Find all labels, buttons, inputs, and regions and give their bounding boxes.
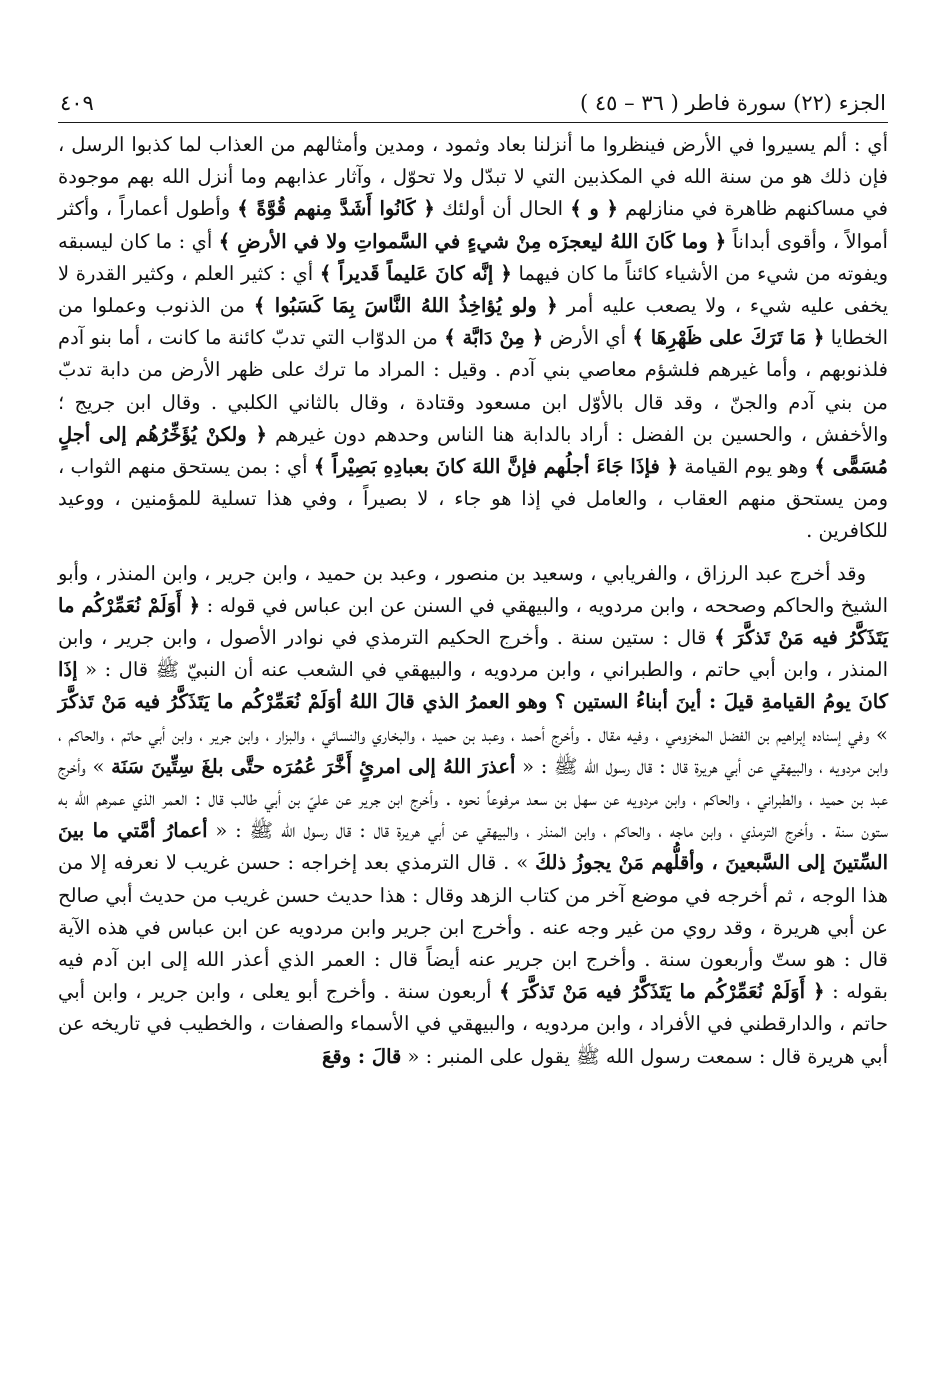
text-run: وأطول أعماراً ، وأكثر أموالاً ، وأقوى أبداناً [58,197,888,253]
text-run: » وفي إسناده إبراهيم بن الفضل المخزومي ، وفيه مقال . وأخرج أحمد ، وعبد بن حميد ، والبخاري والنسائي ، والبزار ، وابن جرير ، وابن أبي حاتم ، والحاكم ، وابن مردويه ، والبيهقي عن أبي هريرة قال : قال رسول الله ﷺ : « [58,722,888,778]
hadith-paragraph [58,558,888,1073]
text-run: » . قال الترمذي بعد إخراجه : حسن غريب لا نعرفه إلا من هذا الوجه ، ثم أخرجه في موضع آخر من كتاب الزهد وقال : هذا حديث حسن غريب من حديث أبي صالح عن أبي هريرة ، وقد روي من غير وجه عنه . وأخرج ابن جرير وابن مردويه عن ابن عباس في هذه الآية قال : هو ستّ وأربعون سنة . وأخرج ابن جرير عنه أيضاً قال : العمر الذي أعذر الله إلى ابن آدم فيه بقوله : [58,851,888,1004]
quoted-text: ﴿ أَوَلَمْ نُعَمِّرْكُم ما يَتَذَكَّرُ فيه مَنْ تَذكَّرَ ﴾ [499,980,825,1004]
text-run: » وأخرج عبد بن حميد ، والطبراني ، والحاكم ، وابن مردويه عن سهل بن سعد مرفوعاً نحوه . وأخرج ابن جرير عن عليّ بن أبي طالب قال : العمر الذي عمرهم الله به ستون سنة . وأخرج الترمذي ، وابن ماجه ، والحاكم ، وابن المنذر ، والبيهقي عن أبي هريرة قال : قال رسول الله ﷺ : « [58,754,888,843]
quoted-text: ﴿ إنَّه كانَ عَليماً قَديراً ﴾ [319,261,512,285]
quoted-text: ﴿ فإذَا جَاءَ أجلُهم فإنَّ اللهَ كانَ بعبادِهِ بَصِيْراً ﴾ [313,455,679,479]
text-run: من الدوّاب التي تدبّ كائنة ما كانت ، أما بنو آدم فلذنوبهم ، وأما غيرهم فلشؤم معاصي بني آدم . وقيل : المراد ما ترك على ظهر الأرض من دابة تدبّ من بني آدم والجنّ ، وقد قال بالأوّل ابن مسعود وقتادة ، وقال بالثاني الكلبي . وقال ابن جريج ؛ والأخفش ، والحسين بن الفضل : أراد بالدابة هنا الناس وحدهم دون غيرهم [58,326,888,446]
text-run: أي : بمن يستحق منهم الثواب ، ومن يستحق منهم العقاب ، والعامل في إذا هو جاء ، لا بصيراً ، وفي هذا تسلية للمؤمنين ، ووعيد للكافرين . [58,455,888,543]
tafsir-paragraph [58,129,888,548]
running-header [58,88,888,122]
text-run: وهو يوم القيامة [678,455,815,479]
text-run: أي : ما كان ليسبقه ويفوته من شيء من الأشياء كائناً ما كان فيهما [58,229,889,285]
quoted-text: ﴿ مَا تَرَكَ على ظَهْرِهَا ﴾ [632,326,825,350]
quoted-text: ﴿ ولكنْ يُؤَخِّرُهُم إلى أجلٍ مُسَمًّى ﴾ [58,422,888,479]
quoted-text: ﴿ و ﴾ [570,197,618,221]
header-rule [58,122,888,123]
quoted-text: ﴿ مِنْ دَابَّة ﴾ [444,326,544,350]
quoted-text: ﴿ وما كَانَ اللهُ ليعجزَه مِنْ شيءٍ في السَّمواتِ ولا في الأرضِ ﴾ [218,229,727,253]
quoted-text: أعمارُ أمَّتي ما بينَ السِّتينَ إلى السَّبعينَ ، وأقلُّهم مَنْ يجوزُ ذلكَ [58,819,888,875]
quoted-text: ﴿ ولو يُؤاخِذُ اللهُ النَّاسَ بِمَا كَسَبُوا ﴾ [253,294,558,318]
quoted-text: ﴿ أَوَلَمْ نُعَمِّرْكُم ما يَتَذَكَّرُ فيه مَنْ تَذكَّرَ ﴾ [58,593,888,650]
text-run: أي : كثير العلم ، وكثير القدرة لا يخفى عليه شيء ، ولا يصعب عليه أمر [58,261,889,318]
quoted-text: قالَ : وقعَ [322,1044,402,1068]
text-run: أي : ألم يسيروا في الأرض فينظروا ما أنزلنا بعاد وثمود ، ومدين وأمثالهم من العذاب لما كذبوا الرسل ، فإن ذلك هو من سنة الله في المكذبين التي لا تبدّل ولا تحوّل ، وآثار عذابهم وما أنزل الله بهم موجودة في مساكنهم ظاهرة في منازلهم [58,133,888,221]
text-run: من الذنوب وعملوا من الخطايا [58,294,889,350]
text-run: أي الأرض [543,326,633,350]
quoted-text: أعذرَ اللهُ إلى امرئٍ أَخَّرَ عُمُرَه حتَّى بلغَ سِتِّينَ سَنَة [111,754,516,778]
text-run: قال : ستين سنة . وأخرج الحكيم الترمذي في نوادر الأصول ، وابن جرير ، وابن المنذر ، وابن أبي حاتم ، والطبراني ، وابن مردويه ، والبيهقي في الشعب عنه أن النبيّ ﷺ قال : « [58,626,888,682]
book-page [58,88,888,1073]
page-number: ٤٠٩ [60,91,94,115]
quoted-text: إذَا كانَ يومُ القيامةِ قيلَ : أينَ أبناءُ الستين ؟ وهو العمرُ الذي قالَ اللهُ أوَلَمْ نُعَمِّرْكُم ما يَتَذَكَّرُ فيه مَنْ تَذكَّرَ [58,658,888,714]
text-run: الحال أن أولئك [434,197,571,221]
text-run: أربعون سنة . وأخرج أبو يعلى ، وابن جرير ، وابن أبي حاتم ، والدارقطني في الأفراد ، وابن مردويه ، والبيهقي في الأسماء والصفات ، والخطيب في تاريخه عن أبي هريرة قال : سمعت رسول الله ﷺ يقول على المنبر : « [58,980,888,1068]
text-run: وقد أخرج عبد الرزاق ، والفريابي ، وسعيد بن منصور ، وعبد بن حميد ، وابن جرير ، وابن المنذر ، وأبو الشيخ والحاكم وصححه ، وابن مردويه ، والبيهقي في السنن عن ابن عباس في قوله : [58,561,889,617]
quoted-text: ﴿ كَانُوا أَشَدَّ مِنهم قُوَّةً ﴾ [237,197,435,221]
running-title: الجزء (٢٢) سورة فاطر ( ٣٦ – ٤٥ ) [580,91,886,115]
